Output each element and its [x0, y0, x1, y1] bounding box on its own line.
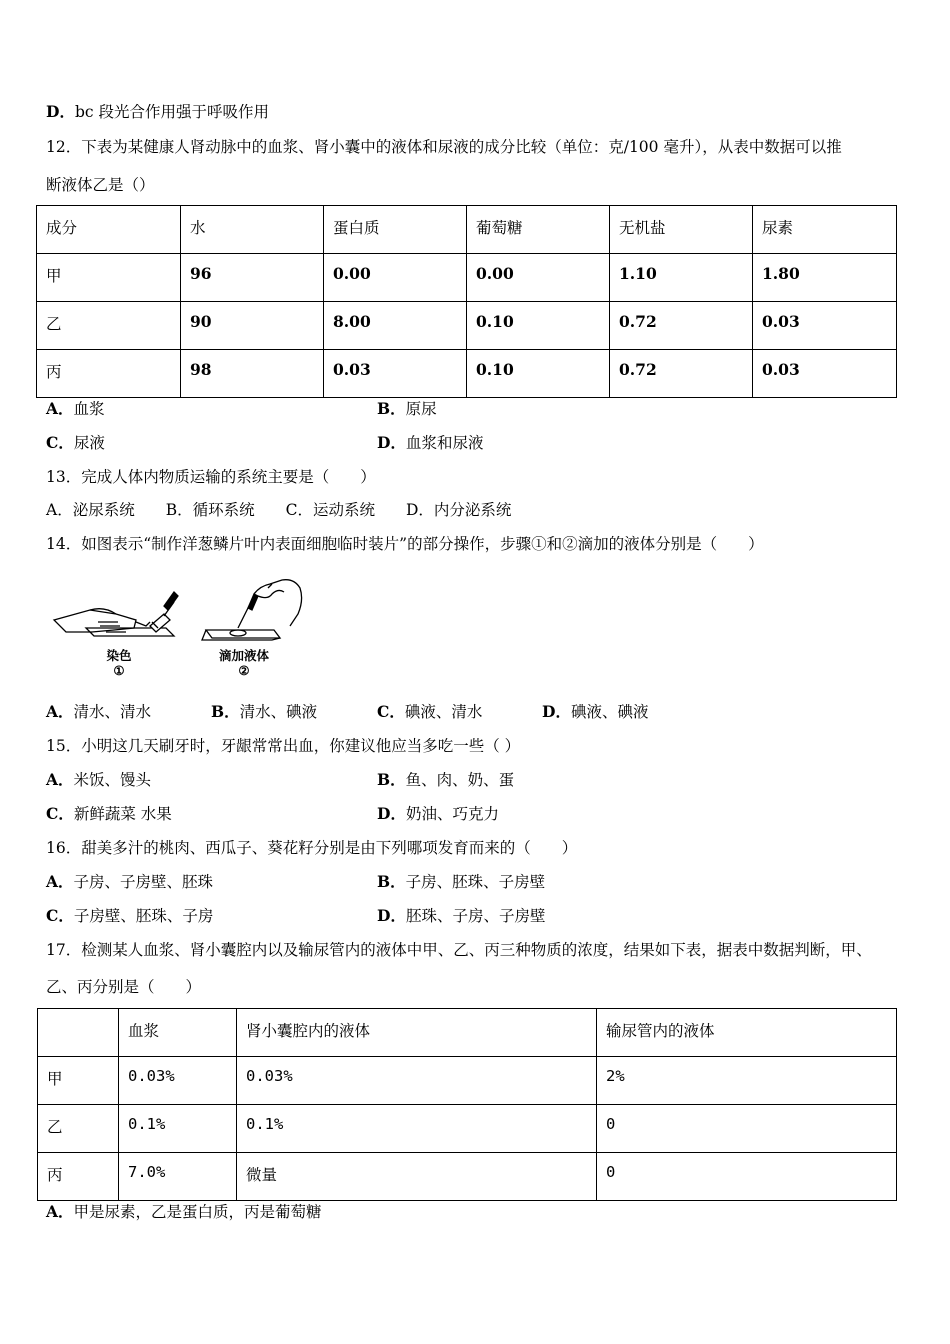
table-cell: 0.03	[753, 350, 897, 398]
option-letter: B．	[377, 872, 406, 891]
q12-stem-line1: 12．下表为某健康人肾动脉中的血浆、肾小囊中的液体和尿液的成分比较（单位：克/100 毫升），从表中数据可以推	[46, 138, 842, 156]
figure-number-2: ②	[238, 663, 250, 678]
q12-stem-line2: 断液体乙是（）	[46, 176, 155, 194]
q13-options: A．泌尿系统 B．循环系统 C．运动系统 D．内分泌系统	[46, 501, 512, 519]
header-cell	[38, 1009, 119, 1057]
table-cell: 1.80	[753, 254, 897, 302]
row-label: 丙	[37, 350, 181, 398]
q16-stem: 16．甜美多汁的桃肉、西瓜子、葵花籽分别是由下列哪项发育而来的（ ）	[46, 839, 578, 857]
header-cell: 输尿管内的液体	[597, 1009, 897, 1057]
table-cell: 98	[181, 350, 324, 398]
table-cell: 微量	[237, 1153, 597, 1201]
q15-option-c	[46, 804, 172, 824]
option-letter: D．	[542, 702, 571, 721]
option-text: 子房、胚珠、子房壁	[405, 873, 546, 891]
table-header-row	[37, 206, 897, 254]
option-letter: D．	[377, 433, 406, 452]
option-letter: C．	[46, 433, 74, 452]
q12-option-a	[46, 399, 105, 419]
option-text: 碘液、清水	[404, 703, 483, 721]
option-letter: B．	[377, 399, 406, 418]
figure-number-1: ①	[113, 663, 125, 678]
option-text: 新鲜蔬菜 水果	[73, 805, 172, 823]
table-cell: 0.03%	[119, 1057, 237, 1105]
table-cell: 0.00	[467, 254, 610, 302]
q15-option-d	[377, 804, 499, 824]
option-text: 甲是尿素，乙是蛋白质，丙是葡萄糖	[73, 1203, 322, 1221]
table-cell: 2%	[597, 1057, 897, 1105]
q15-stem: 15．小明这几天刷牙时，牙龈常常出血，你建议他应当多吃一些（ ）	[46, 737, 521, 755]
q14-option-a	[46, 702, 151, 722]
q14-option-d	[542, 702, 648, 722]
option-text: 清水、碘液	[239, 703, 318, 721]
option-letter: D．	[377, 804, 406, 823]
option-letter: C．	[46, 906, 74, 925]
option-text: bc 段光合作用强于呼吸作用	[74, 103, 269, 121]
q12-option-b	[377, 399, 437, 419]
header-cell: 葡萄糖	[467, 206, 610, 254]
header-cell: 无机盐	[610, 206, 753, 254]
option-text: 碘液、碘液	[570, 703, 649, 721]
table-row	[37, 350, 897, 398]
option-letter: B．	[211, 702, 240, 721]
q16-option-b	[377, 872, 545, 892]
q15-option-b	[377, 770, 514, 790]
option-letter: B．	[377, 770, 406, 789]
q17-option-a	[46, 1202, 322, 1222]
option-text: 尿液	[73, 434, 105, 452]
table-cell: 0.00	[324, 254, 467, 302]
row-label: 乙	[38, 1105, 119, 1153]
option-text: 清水、清水	[73, 703, 152, 721]
table-row	[37, 254, 897, 302]
row-label: 丙	[38, 1153, 119, 1201]
header-cell: 尿素	[753, 206, 897, 254]
figure-caption-2: 滴加液体	[218, 648, 269, 663]
option-letter: C．	[377, 702, 405, 721]
q17-stem-line2: 乙、丙分别是（ ）	[46, 978, 202, 996]
table-cell: 0	[597, 1153, 897, 1201]
q12-option-c	[46, 433, 105, 453]
row-label: 甲	[38, 1057, 119, 1105]
table-header-row	[38, 1009, 897, 1057]
option-text: 奶油、巧克力	[405, 805, 499, 823]
option-letter: D．	[377, 906, 406, 925]
table-row	[38, 1057, 897, 1105]
q14-figure	[46, 570, 316, 682]
option-text: 血浆	[73, 400, 105, 418]
table-cell: 0.03	[324, 350, 467, 398]
table-cell: 0.72	[610, 350, 753, 398]
table-cell: 7.0%	[119, 1153, 237, 1201]
q12-option-d	[377, 433, 483, 453]
row-label: 乙	[37, 302, 181, 350]
table-cell: 0.1%	[237, 1105, 597, 1153]
option-text: 胚珠、子房、子房壁	[405, 907, 546, 925]
table-cell: 8.00	[324, 302, 467, 350]
table-cell: 0.72	[610, 302, 753, 350]
table-cell: 96	[181, 254, 324, 302]
table-row	[38, 1153, 897, 1201]
option-text: 子房、子房壁、胚珠	[73, 873, 214, 891]
table-cell: 0.1%	[119, 1105, 237, 1153]
option-letter: A．	[46, 770, 74, 789]
table-cell: 0.10	[467, 302, 610, 350]
dropping-drawing	[202, 580, 302, 640]
q17-stem-line1: 17．检测某人血浆、肾小囊腔内以及输尿管内的液体中甲、乙、丙三种物质的浓度，结果如下表，据表中数据判断，甲、	[46, 941, 872, 959]
q17-table	[37, 1008, 897, 1201]
option-letter: A．	[46, 1202, 74, 1221]
q13-stem: 13．完成人体内物质运输的系统主要是（ ）	[46, 468, 376, 486]
q12-table	[36, 205, 897, 398]
staining-drawing	[54, 592, 178, 636]
q14-option-b	[211, 702, 317, 722]
header-cell: 血浆	[119, 1009, 237, 1057]
q11-option-d	[46, 102, 269, 122]
option-letter: A．	[46, 702, 74, 721]
header-cell: 蛋白质	[324, 206, 467, 254]
option-text: 子房壁、胚珠、子房	[73, 907, 214, 925]
option-letter: C．	[46, 804, 74, 823]
option-text: 鱼、肉、奶、蛋	[405, 771, 515, 789]
row-label: 甲	[37, 254, 181, 302]
table-cell: 0.03%	[237, 1057, 597, 1105]
table-row	[37, 302, 897, 350]
q16-option-a	[46, 872, 213, 892]
table-cell: 0	[597, 1105, 897, 1153]
q16-option-c	[46, 906, 213, 926]
header-cell: 成分	[37, 206, 181, 254]
q14-option-c	[377, 702, 482, 722]
table-cell: 90	[181, 302, 324, 350]
option-text: 原尿	[405, 400, 437, 418]
option-letter: A．	[46, 399, 74, 418]
table-cell: 1.10	[610, 254, 753, 302]
option-text: 米饭、馒头	[73, 771, 152, 789]
option-letter: D．	[46, 102, 75, 121]
header-cell: 水	[181, 206, 324, 254]
table-row	[38, 1105, 897, 1153]
q16-option-d	[377, 906, 545, 926]
table-cell: 0.10	[467, 350, 610, 398]
option-text: 血浆和尿液	[405, 434, 484, 452]
q15-option-a	[46, 770, 151, 790]
option-letter: A．	[46, 872, 74, 891]
header-cell: 肾小囊腔内的液体	[237, 1009, 597, 1057]
q14-stem: 14．如图表示“制作洋葱鳞片叶内表面细胞临时装片”的部分操作，步骤①和②滴加的液体分别是（ ）	[46, 535, 764, 553]
table-cell: 0.03	[753, 302, 897, 350]
figure-caption-1: 染色	[106, 648, 132, 663]
